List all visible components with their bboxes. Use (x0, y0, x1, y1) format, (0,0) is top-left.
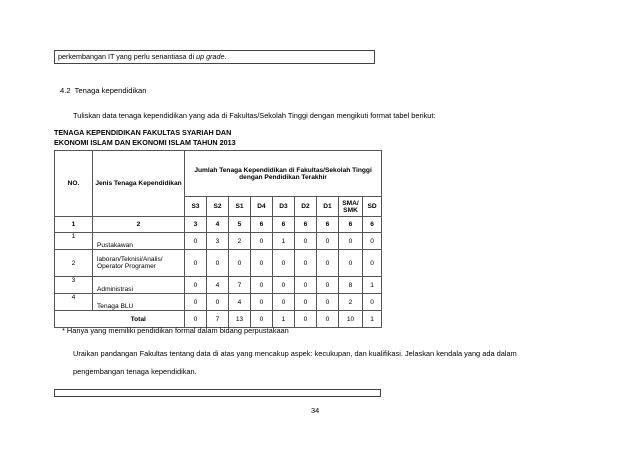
table-row (55, 233, 382, 250)
column-number-row (55, 217, 382, 233)
total-value: 0 (317, 311, 339, 328)
header-level: S1 (229, 197, 251, 217)
total-value: 13 (229, 311, 251, 328)
column-number: 6 (339, 217, 363, 233)
staff-table (54, 150, 382, 328)
column-number: 4 (207, 217, 229, 233)
previous-answer-text: perkembangan IT yang perlu senantiasa di (58, 52, 197, 61)
header-level: S2 (207, 197, 229, 217)
table-title-line1: TENAGA KEPENDIDIKAN FAKULTAS SYARIAH DAN (54, 128, 232, 137)
row-jenis: Tenaga BLU (93, 294, 185, 311)
row-value: 0 (295, 233, 317, 250)
header-no: NO. (55, 151, 93, 217)
row-value: 0 (185, 250, 207, 277)
row-no: 3 (55, 277, 93, 294)
row-value: 3 (207, 233, 229, 250)
header-level: D1 (317, 197, 339, 217)
header-level: D3 (273, 197, 295, 217)
column-number: 6 (317, 217, 339, 233)
row-value: 4 (229, 294, 251, 311)
total-value: 0 (251, 311, 273, 328)
table-row (55, 277, 382, 294)
row-value: 4 (207, 277, 229, 294)
column-number: 6 (251, 217, 273, 233)
row-value: 0 (363, 233, 382, 250)
row-value: 0 (251, 277, 273, 294)
section-number: 4.2 (60, 86, 71, 95)
row-value: 0 (251, 250, 273, 277)
row-value: 0 (317, 294, 339, 311)
table-row (55, 250, 382, 277)
row-no: 2 (55, 250, 93, 277)
total-label: Total (93, 311, 185, 328)
row-no: 4 (55, 294, 93, 311)
row-value: 0 (295, 250, 317, 277)
header-level: D2 (295, 197, 317, 217)
column-number: 6 (273, 217, 295, 233)
previous-answer-italic: up grade (196, 52, 225, 61)
page-number: 34 (311, 406, 320, 415)
row-value: 8 (339, 277, 363, 294)
table-title-line2: EKONOMI ISLAM DAN EKONOMI ISLAM TAHUN 2013 (54, 138, 236, 147)
row-value: 0 (273, 277, 295, 294)
answer-box[interactable] (54, 389, 381, 397)
row-jenis: laboran/Teknisi/Analis/ Operator Programer (93, 250, 185, 277)
total-spacer (55, 311, 93, 328)
row-value: 1 (363, 277, 382, 294)
row-value: 0 (317, 233, 339, 250)
table-title (54, 128, 236, 148)
row-value: 2 (339, 294, 363, 311)
row-value: 0 (317, 277, 339, 294)
column-number: 5 (229, 217, 251, 233)
header-group: Jumlah Tenaga Kependidikan di Fakultas/Sekolah Tinggi dengan Pendidikan Terakhir (185, 151, 382, 197)
row-value: 7 (229, 277, 251, 294)
instruction-paragraph-line2: pengembangan tenaga kependidikan. (73, 367, 197, 376)
column-number: 3 (185, 217, 207, 233)
row-value: 0 (339, 233, 363, 250)
section-title: Tenaga kependidikan (74, 86, 147, 95)
row-value: 0 (185, 277, 207, 294)
total-row (55, 311, 382, 328)
row-value: 0 (207, 250, 229, 277)
row-value: 0 (273, 250, 295, 277)
row-value: 0 (295, 294, 317, 311)
table-row (55, 294, 382, 311)
row-value: 2 (229, 233, 251, 250)
total-value: 10 (339, 311, 363, 328)
instruction-paragraph-line1: Uraikan pandangan Fakultas tentang data di atas yang mencakup aspek: kecukupan, dan kualifikasi. Jelaskan kendala yang ada dalam (73, 349, 517, 358)
section-heading (60, 86, 146, 95)
column-number: 6 (363, 217, 382, 233)
header-jenis: Jenis Tenaga Kependidikan (93, 151, 185, 217)
row-value: 0 (251, 233, 273, 250)
instruction-text: Tuliskan data tenaga kependidikan yang ada di Fakultas/Sekolah Tinggi dengan mengikuti format tabel berikut: (73, 111, 436, 120)
row-value: 0 (273, 294, 295, 311)
header-level: D4 (251, 197, 273, 217)
column-number: 6 (295, 217, 317, 233)
row-value: 0 (251, 294, 273, 311)
row-value: 0 (207, 294, 229, 311)
column-number: 2 (93, 217, 185, 233)
row-value: 0 (185, 233, 207, 250)
header-level: S3 (185, 197, 207, 217)
previous-answer-end: . (224, 52, 227, 61)
row-jenis: Administrasi (93, 277, 185, 294)
row-jenis: Pustakawan (93, 233, 185, 250)
row-value: 0 (363, 250, 382, 277)
row-value: 1 (273, 233, 295, 250)
table-footnote: * Hanya yang memiliki pendidikan formal dalam bidang perpustakaan (62, 326, 289, 335)
row-value: 0 (229, 250, 251, 277)
row-value: 0 (363, 294, 382, 311)
total-value: 0 (295, 311, 317, 328)
header-level: SMA/ SMK (339, 197, 363, 217)
header-level: SD (363, 197, 382, 217)
row-value: 0 (185, 294, 207, 311)
previous-answer-box (54, 50, 375, 64)
column-number: 1 (55, 217, 93, 233)
total-value: 7 (207, 311, 229, 328)
row-value: 0 (295, 277, 317, 294)
row-value: 0 (339, 250, 363, 277)
total-value: 1 (363, 311, 382, 328)
total-value: 1 (273, 311, 295, 328)
row-value: 0 (317, 250, 339, 277)
total-value: 0 (185, 311, 207, 328)
row-no: 1 (55, 233, 93, 250)
